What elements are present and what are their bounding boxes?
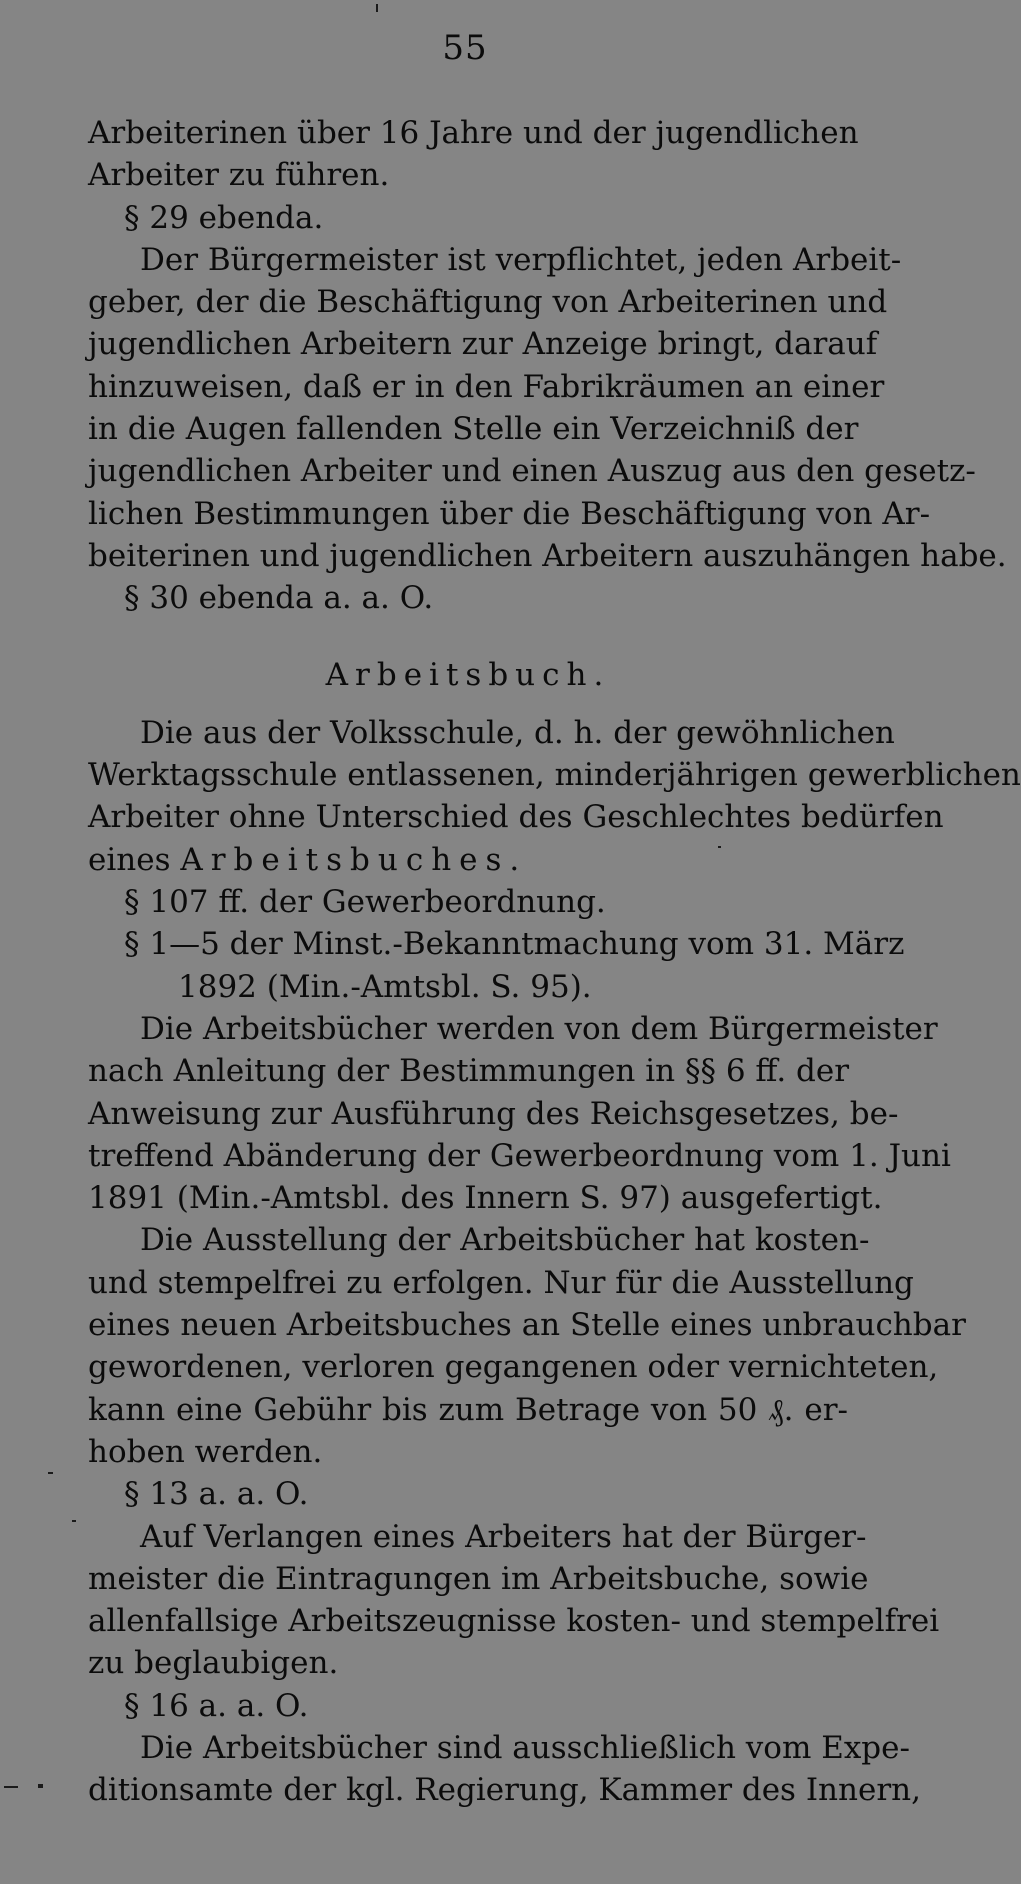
paragraph-start: Der Bürgermeister ist verpflichtet, jeden Arbeit- — [140, 241, 902, 278]
text-fragment: eines — [88, 841, 171, 878]
text-line: Werktagsschule entlassenen, minderjährigen gewerblichen — [88, 757, 1021, 794]
text-line: Arbeiter ohne Unterschied des Geschlechtes bedürfen — [88, 799, 944, 836]
text-line: kann eine Gebühr bis zum Betrage von 50 ₰. er- — [88, 1391, 848, 1428]
text-line: beiterinen und jugendlichen Arbeitern auszuhängen habe. — [88, 537, 1007, 574]
scan-speck — [72, 1520, 76, 1522]
text-line: 1891 (Min.-Amtsbl. des Innern S. 97) ausgefertigt. — [88, 1180, 883, 1217]
paragraph-start: Die Arbeitsbücher sind ausschließlich vom Expe- — [140, 1729, 910, 1766]
scan-speck — [376, 4, 378, 12]
page-text — [88, 112, 1021, 1812]
paragraph-start: Auf Verlangen eines Arbeiters hat der Bürger- — [140, 1518, 867, 1555]
text-line: Anweisung zur Ausführung des Reichsgesetzes, be- — [88, 1095, 899, 1132]
text-line: meister die Eintragungen im Arbeitsbuche, sowie — [88, 1560, 869, 1597]
text-line: lichen Bestimmungen über die Beschäftigung von Ar- — [88, 495, 931, 532]
section-reference: § 13 a. a. O. — [124, 1476, 309, 1513]
paragraph-start: Die Arbeitsbücher werden von dem Bürgermeister — [140, 1010, 938, 1047]
scan-speck — [38, 1784, 43, 1788]
section-reference: § 107 ff. der Gewerbeordnung. — [124, 884, 606, 921]
paragraph-start: Die Ausstellung der Arbeitsbücher hat kosten- — [140, 1222, 870, 1259]
text-line: ditionsamte der kgl. Regierung, Kammer des Innern, — [88, 1772, 921, 1809]
text-line: in die Augen fallenden Stelle ein Verzeichniß der — [88, 411, 859, 448]
text-line: eines neuen Arbeitsbuches an Stelle eines unbrauchbar — [88, 1307, 966, 1344]
text-line: hinzuweisen, daß er in den Fabrikräumen an einer — [88, 368, 885, 405]
text-line: jugendlichen Arbeitern zur Anzeige bringt, darauf — [88, 326, 878, 363]
scan-speck — [4, 1786, 18, 1788]
text-line — [88, 839, 848, 881]
section-heading: Arbeitsbuch. — [325, 656, 611, 693]
text-line: Arbeiter zu führen. — [88, 157, 390, 194]
page-number: 55 — [442, 28, 488, 68]
text-line: allenfallsige Arbeitszeugnisse kosten- und stempelfrei — [88, 1603, 940, 1640]
paragraph-start: Die aus der Volksschule, d. h. der gewöhnlichen — [140, 714, 895, 751]
text-line: hoben werden. — [88, 1433, 323, 1470]
text-line: zu beglaubigen. — [88, 1645, 339, 1682]
section-reference: § 16 a. a. O. — [124, 1687, 309, 1724]
text-line: und stempelfrei zu erfolgen. Nur für die Ausstellung — [88, 1264, 914, 1301]
section-reference: § 1—5 der Minst.-Bekanntmachung vom 31. März — [124, 926, 905, 963]
text-line: gewordenen, verloren gegangenen oder vernichteten, — [88, 1349, 939, 1386]
text-line: geber, der die Beschäftigung von Arbeiterinen und — [88, 284, 888, 321]
text-line: Arbeiterinen über 16 Jahre und der jugendlichen — [88, 115, 859, 151]
section-reference: § 29 ebenda. — [124, 199, 324, 236]
section-reference: § 30 ebenda a. a. O. — [124, 580, 434, 617]
section-reference: 1892 (Min.-Amtsbl. S. 95). — [178, 968, 592, 1005]
emphasized-term: Arbeitsbuches. — [180, 841, 528, 878]
text-line: treffend Abänderung der Gewerbeordnung vom 1. Juni — [88, 1137, 951, 1174]
text-line: nach Anleitung der Bestimmungen in §§ 6 ff. der — [88, 1053, 850, 1090]
scan-speck — [48, 1472, 53, 1474]
text-line: jugendlichen Arbeiter und einen Auszug aus den gesetz- — [88, 453, 976, 490]
scan-speck — [718, 846, 721, 848]
